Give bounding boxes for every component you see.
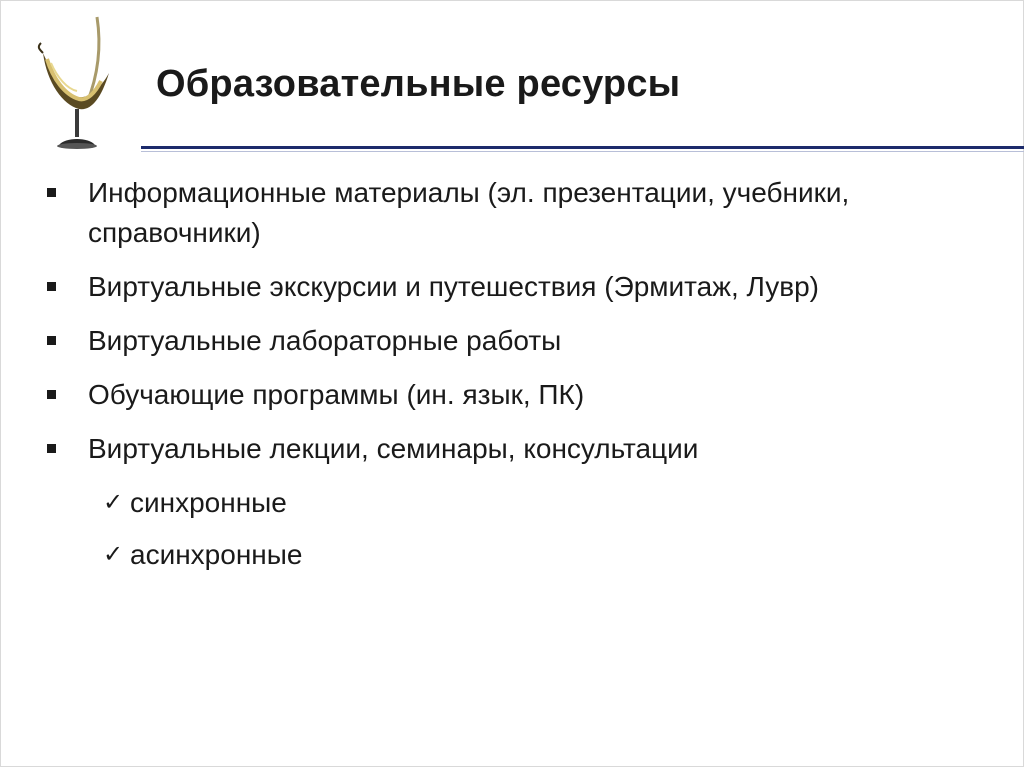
square-bullet-icon <box>47 444 56 453</box>
sub-bullet-text: асинхронные <box>130 539 303 570</box>
slide-title: Образовательные ресурсы <box>156 63 681 105</box>
bullet-item <box>41 173 1001 253</box>
bullet-item <box>41 375 1001 415</box>
checkmark-icon: ✓ <box>103 489 124 516</box>
checkmark-icon: ✓ <box>103 541 124 568</box>
bullet-list <box>41 173 1001 587</box>
square-bullet-icon <box>47 282 56 291</box>
square-bullet-icon <box>47 336 56 345</box>
bullet-text: Информационные материалы (эл. презентации, учебники, справочники) <box>88 177 850 248</box>
square-bullet-icon <box>47 188 56 197</box>
sub-bullet-item <box>41 483 1001 523</box>
goblet-logo-icon <box>29 13 125 153</box>
square-bullet-icon <box>47 390 56 399</box>
bullet-text: Виртуальные лабораторные работы <box>88 325 562 356</box>
sub-bullet-text: синхронные <box>130 487 287 518</box>
title-underline-shadow <box>141 151 1024 152</box>
title-underline <box>141 146 1024 149</box>
bullet-item <box>41 321 1001 361</box>
bullet-item <box>41 267 1001 307</box>
bullet-item <box>41 429 1001 469</box>
bullet-text: Виртуальные экскурсии и путешествия (Эрмитаж, Лувр) <box>88 271 819 302</box>
bullet-text: Обучающие программы (ин. язык, ПК) <box>88 379 585 410</box>
sub-bullet-item <box>41 535 1001 575</box>
bullet-text: Виртуальные лекции, семинары, консультации <box>88 433 699 464</box>
